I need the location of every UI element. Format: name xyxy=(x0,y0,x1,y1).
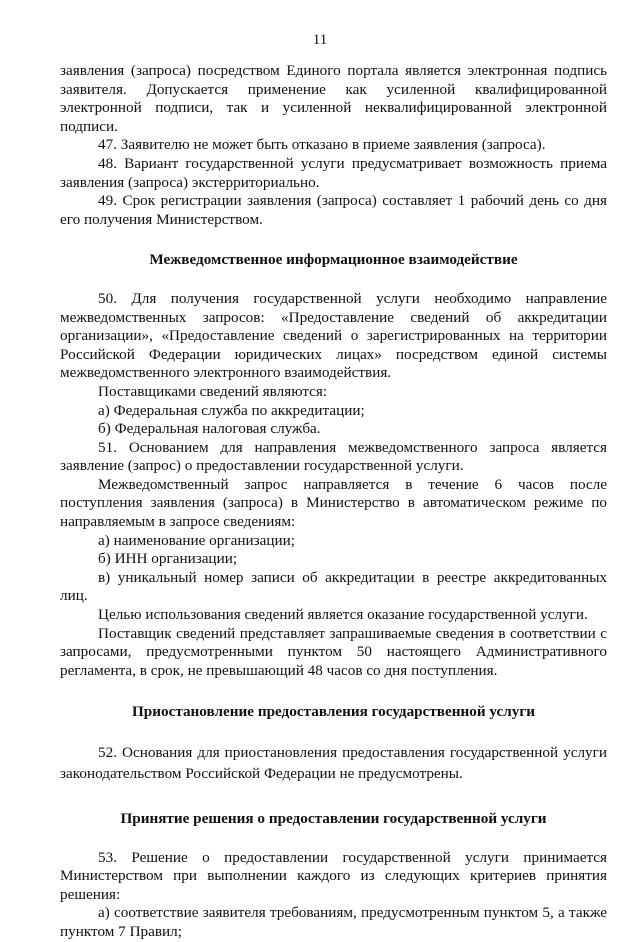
list-item-50-a: а) Федеральная служба по аккредитации; xyxy=(98,401,365,419)
page-number: 11 xyxy=(312,32,328,48)
paragraph-continuation: заявления (запроса) посредством Единого портала является электронная подпись заявителя. Допускается применение как усиленной квалифицированной электронной подписи, так и усиленной неквалифицированной электронной подписи. xyxy=(60,62,607,135)
list-item-51-c: в) уникальный номер записи об аккредитации в реестре аккредитованных лиц. xyxy=(60,568,607,605)
section-heading-interagency: Межведомственное информационное взаимодействие xyxy=(149,251,518,269)
paragraph-51-goal: Целью использования сведений является оказание государственной услуги. xyxy=(98,606,588,624)
list-item-51-b: б) ИНН организации; xyxy=(98,550,238,568)
paragraph-50-suppliers: Поставщиками сведений являются: xyxy=(98,382,328,400)
paragraph-49: 49. Срок регистрации заявления (запроса) составляет 1 рабочий день со дня его получения Министерством. xyxy=(60,192,607,228)
list-item-53-a: а) соответствие заявителя требованиям, предусмотренным пунктом 5, а также пунктом 7 Правил; xyxy=(60,904,607,940)
list-item-51-a: а) наименование организации; xyxy=(98,531,295,549)
paragraph-52: 52. Основания для приостановления предоставления государственной услуги законодательством Российской Федерации не предусмотрены. xyxy=(60,744,607,782)
paragraph-51-timing: Межведомственный запрос направляется в течение 6 часов после поступления заявления (запроса) в Министерство в автоматическом режиме по направляемым в запросе сведениям: xyxy=(60,475,607,531)
list-item-50-b: б) Федеральная налоговая служба. xyxy=(98,420,321,438)
paragraph-53: 53. Решение о предоставлении государственной услуги принимается Министерством при выполнении каждого из следующих критериев принятия решения: xyxy=(60,848,607,903)
paragraph-47: 47. Заявителю не может быть отказано в приеме заявления (запроса). xyxy=(98,136,546,154)
section-heading-decision: Принятие решения о предоставлении государственной услуги xyxy=(120,810,547,827)
paragraph-48: 48. Вариант государственной услуги предусматривает возможность приема заявления (запроса) экстерриториально. xyxy=(60,154,607,191)
section-heading-suspension: Приостановление предоставления государственной услуги xyxy=(131,703,536,721)
paragraph-51-supplier: Поставщик сведений представляет запрашиваемые сведения в соответствии с запросами, предусмотренными пунктом 50 настоящего Административного регламента, в срок, не превышающий 48 часов со дня поступления. xyxy=(60,624,607,679)
document-body xyxy=(60,62,607,942)
paragraph-51: 51. Основанием для направления межведомственного запроса является заявление (запрос) о предоставлении государственной услуги. xyxy=(60,438,607,475)
paragraph-50: 50. Для получения государственной услуги необходимо направление межведомственных запросов: «Предоставление сведений об аккредитации организации», «Предоставление сведений о зарегистрированных на территории Российской Федерации юридических лицах» посредством единой системы межведомственного электронного взаимодействия. xyxy=(60,289,607,382)
